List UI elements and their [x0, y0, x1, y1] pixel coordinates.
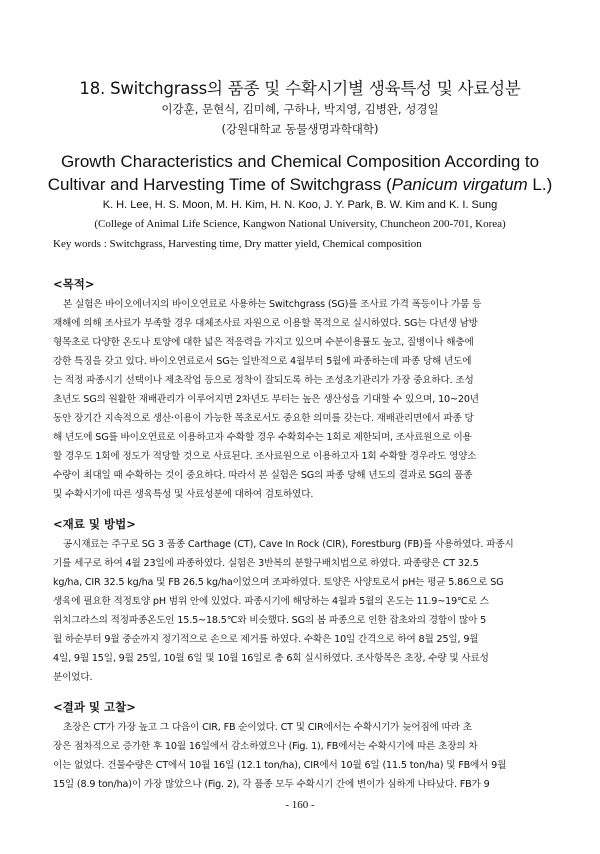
body-line: 및 수확시기에 따른 생육특성 및 사료성분에 대하여 검토하였다.	[53, 489, 314, 500]
english-authors: K. H. Lee, H. S. Moon, M. H. Kim, H. N. Koo, J. Y. Park, B. W. Kim and K. I. Sung	[102, 199, 498, 211]
body-line: 15일 (8.9 ton/ha)이 가장 많았으나 (Fig. 2), 각 품종 모두 수확시기 간에 변이가 심하게 나타났다. FB가 9	[53, 779, 490, 790]
english-title-suffix: L.)	[527, 175, 553, 194]
body-line: 강한 특징을 갖고 있다. 바이오연료로서 SG는 일반적으로 4월부터 5월에 파종하는데 파종 당해 년도에	[53, 356, 472, 367]
korean-affiliation: (강원대학교 동물생명과학대학)	[221, 122, 379, 136]
english-title-line-2	[0, 175, 600, 195]
scientific-name: Panicum virgatum	[391, 175, 528, 194]
body-line: 본 실험은 바이오에너지의 바이오연료로 사용하는 Switchgrass (SG)를 조사료 가격 폭등이나 가뭄 등	[63, 299, 482, 310]
body-line: 4일, 9월 15일, 9월 25일, 10월 6일 및 10월 16일로 총 6회 실시하였다. 조사항목은 초장, 수량 및 사료성	[53, 653, 489, 664]
body-line: 수량이 최대일 때 수확하는 것이 중요하다. 따라서 본 실험은 SG의 파종 당해 년도의 결과로 SG의 품종	[53, 470, 473, 481]
section-heading-results: <결과 및 고찰>	[53, 700, 136, 714]
keywords: Key words : Switchgrass, Harvesting time, Dry matter yield, Chemical composition	[53, 238, 422, 250]
body-line: 초년도 SG의 원활한 재배관리가 이루어지면 2차년도 부터는 높은 생산성을 기대할 수 있으며, 10~20년	[53, 394, 479, 405]
body-line: kg/ha, CIR 32.5 kg/ha 및 FB 26.5 kg/ha이었으며 조파하였다. 토양은 사양토로서 pH는 평균 5.86으로 SG	[53, 577, 504, 588]
section-heading-methods: <재료 및 방법>	[53, 517, 136, 531]
body-line: 동안 장기간 지속적으로 생산·이용이 가능한 목초로서도 중요한 의미를 갖는다. 재배관리면에서 파종 당	[53, 413, 474, 424]
body-line: 위치그라스의 적정파종온도인 15.5~18.5℃와 비슷했다. SG의 봄 파종으로 인한 잡초와의 경합이 많아 5	[53, 615, 487, 626]
english-affiliation: (College of Animal Life Science, Kangwon National University, Chuncheon 200-701, Korea)	[94, 218, 506, 230]
body-line: 는 적정 파종시기 선택이나 제초작업 등으로 정착이 잘되도록 하는 조성초기관리가 가장 중요하다. 조성	[53, 375, 474, 386]
english-title-prefix: Cultivar and Harvesting Time of Switchgrass (	[47, 175, 392, 194]
body-line: 재해에 의해 조사료가 부족할 경우 대체조사료 자원으로 이용할 목적으로 실시하였다. SG는 다년생 남방	[53, 318, 478, 329]
body-line: 형목초로 다양한 온도나 토양에 대한 넓은 적응력을 가지고 있으며 수분이용률도 높고, 질병이나 해충에	[53, 337, 474, 348]
body-line: 생육에 필요한 적정토양 pH 범위 안에 있었다. 파종시기에 해당하는 4월과 5월의 온도는 11.9~19℃로 스	[53, 596, 489, 607]
section-heading-purpose: <목적>	[53, 277, 95, 291]
korean-title: 18. Switchgrass의 품종 및 수확시기별 생육특성 및 사료성분	[79, 79, 521, 98]
body-line: 분이었다.	[53, 672, 93, 683]
body-line: 월 하순부터 9월 중순까지 정기적으로 손으로 제거를 하였다. 수확은 10일 간격으로 하여 8월 25일, 9월	[53, 634, 479, 645]
korean-authors: 이강훈, 문현식, 김미혜, 구하나, 박지영, 김병완, 성경일	[161, 102, 439, 116]
body-line: 이는 없었다. 건물수량은 CT에서 10월 16일 (12.1 ton/ha), CIR에서 10월 6일 (11.5 ton/ha) 및 FB에서 9월	[53, 760, 507, 771]
body-line: 공시재료는 주구로 SG 3 품종 Carthage (CT), Cave In Rock (CIR), Forestburg (FB)를 사용하였다. 파종시	[63, 539, 514, 550]
english-title-line-1: Growth Characteristics and Chemical Composition According to	[60, 152, 540, 171]
body-line: 초장은 CT가 가장 높고 그 다음이 CIR, FB 순이었다. CT 및 CIR에서는 수확시기가 늦어짐에 따라 초	[63, 722, 472, 733]
page-number: - 160 -	[285, 799, 315, 811]
body-line: 해 년도에 SG를 바이오연료로 이용하고자 수확할 경우 수확회수는 1회로 제한되며, 조사료원으로 이용	[53, 432, 472, 443]
body-line: 기를 세구로 하여 4월 23일에 파종하였다. 실험은 3반복의 분할구배치법으로 하였다. 파종량은 CT 32.5	[53, 558, 479, 569]
body-line: 장은 점차적으로 증가한 후 10월 16일에서 감소하였으나 (Fig. 1), FB에서는 수확시기에 따른 초장의 차	[53, 741, 478, 752]
body-line: 할 경우도 1회에 정도가 적당할 것으로 사료된다. 조사료원으로 이용하고자 1회 수확할 경우라도 영양소	[53, 451, 477, 462]
